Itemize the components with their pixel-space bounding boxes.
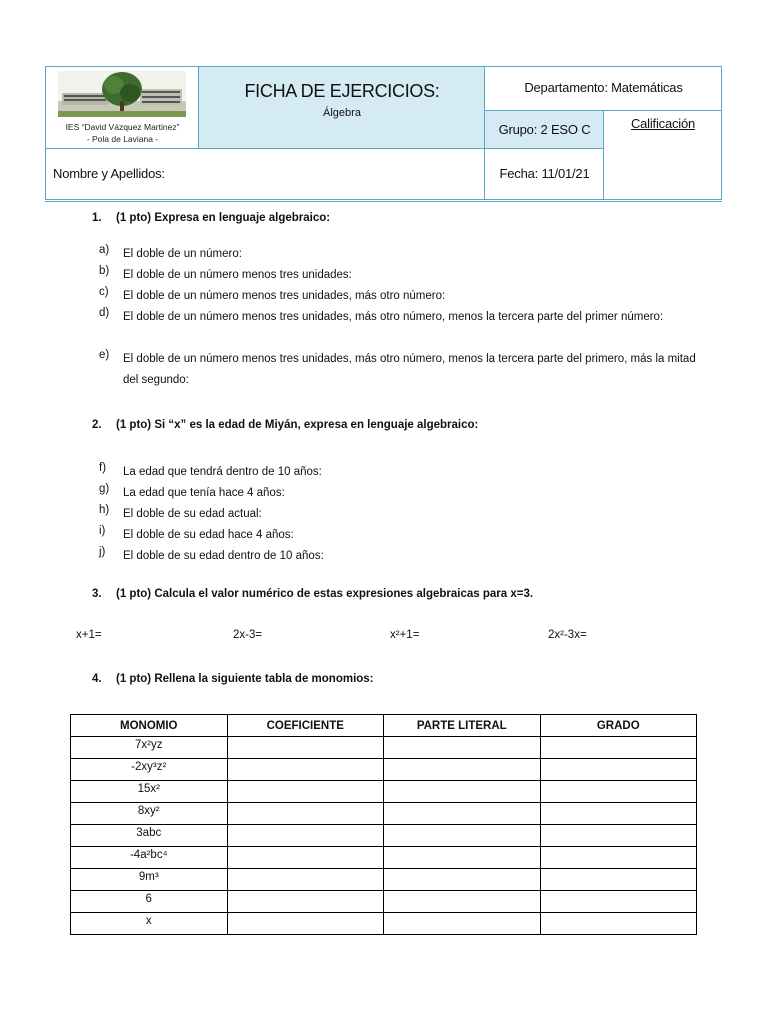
item-label: h) (99, 504, 110, 516)
monomial-cell: 6 (71, 891, 228, 913)
item-text: El doble de su edad actual: (123, 508, 262, 520)
expression: x+1= (76, 629, 102, 641)
item-text: El doble de un número menos tres unidades, más otro número, menos la tercera parte del primero, más la mitad del segundo: (123, 353, 696, 386)
item-label: f) (99, 462, 107, 474)
coefficient-cell[interactable] (227, 825, 384, 847)
item-text: El doble de un número menos tres unidades, más otro número: (123, 290, 446, 302)
school-logo (58, 71, 186, 117)
item-label: b) (99, 265, 110, 277)
column-header: PARTE LITERAL (384, 715, 541, 737)
question-number: 4. (92, 673, 102, 685)
grade-label: Calificación (630, 116, 696, 131)
school-location: - Pola de Laviana - (86, 134, 159, 144)
monomial-cell: -2xy³z² (71, 759, 228, 781)
coefficient-cell[interactable] (227, 803, 384, 825)
question-text: (1 pto) Calcula el valor numérico de estas expresiones algebraicas para x=3. (116, 588, 534, 600)
column-header: MONOMIO (71, 715, 228, 737)
table-row (71, 891, 697, 913)
monomial-cell: -4a²bc⁴ (71, 847, 228, 869)
table-row (71, 803, 697, 825)
header-box (45, 66, 722, 200)
school-name: IES “David Vázquez Martinez” (65, 122, 180, 132)
literal-part-cell[interactable] (384, 759, 541, 781)
item-text: El doble de un número menos tres unidades, más otro número, menos la tercera parte del primer número: (123, 311, 664, 323)
logo-cell (46, 67, 199, 148)
degree-cell[interactable] (540, 847, 697, 869)
expression: 2x-3= (233, 629, 263, 641)
group-label: Grupo: 2 ESO C (498, 122, 591, 137)
name-cell (46, 148, 485, 200)
monomial-cell: 9m³ (71, 869, 228, 891)
degree-cell[interactable] (540, 869, 697, 891)
question-number: 2. (92, 419, 102, 431)
department-label: Departamento: Matemáticas (524, 80, 683, 95)
item-text: El doble de su edad hace 4 años: (123, 529, 294, 541)
item-label: a) (99, 244, 110, 256)
question-1 (92, 212, 330, 224)
coefficient-cell[interactable] (227, 847, 384, 869)
question-4 (92, 673, 374, 685)
item-text: El doble de un número menos tres unidades: (123, 269, 352, 281)
question-text: (1 pto) Rellena la siguiente tabla de monomios: (116, 673, 374, 685)
table-row (71, 847, 697, 869)
column-header: COEFICIENTE (227, 715, 384, 737)
table-row (71, 737, 697, 759)
literal-part-cell[interactable] (384, 869, 541, 891)
degree-cell[interactable] (540, 781, 697, 803)
degree-cell[interactable] (540, 825, 697, 847)
item-label: g) (99, 483, 110, 495)
grade-cell (604, 111, 722, 200)
degree-cell[interactable] (540, 803, 697, 825)
department-cell (485, 67, 722, 111)
date-cell (485, 148, 604, 200)
item-label: j) (99, 546, 106, 558)
question-number: 1. (92, 212, 102, 224)
degree-cell[interactable] (540, 913, 697, 935)
monomials-table (70, 714, 697, 935)
monomial-cell: 8xy² (71, 803, 228, 825)
item-text: La edad que tenía hace 4 años: (123, 487, 285, 499)
question-3 (92, 588, 533, 600)
expression: x²+1= (390, 629, 420, 641)
table-row (71, 869, 697, 891)
question-2 (92, 419, 478, 431)
literal-part-cell[interactable] (384, 781, 541, 803)
date-label: Fecha: 11/01/21 (499, 166, 590, 181)
literal-part-cell[interactable] (384, 803, 541, 825)
coefficient-cell[interactable] (227, 759, 384, 781)
coefficient-cell[interactable] (227, 781, 384, 803)
item-text: La edad que tendrá dentro de 10 años: (123, 466, 322, 478)
name-label: Nombre y Apellidos: (53, 166, 165, 181)
title-cell (199, 67, 485, 148)
item-label: c) (99, 286, 109, 298)
literal-part-cell[interactable] (384, 891, 541, 913)
literal-part-cell[interactable] (384, 737, 541, 759)
monomial-cell: x (71, 913, 228, 935)
monomial-cell: 15x² (71, 781, 228, 803)
question-number: 3. (92, 588, 102, 600)
question-text: (1 pto) Si “x” es la edad de Miyán, expresa en lenguaje algebraico: (116, 419, 479, 431)
item-text: El doble de su edad dentro de 10 años: (123, 550, 324, 562)
table-row (71, 781, 697, 803)
question-text: (1 pto) Expresa en lenguaje algebraico: (116, 212, 331, 224)
literal-part-cell[interactable] (384, 825, 541, 847)
item-text: El doble de un número: (123, 248, 242, 260)
group-cell (485, 111, 604, 148)
item-label: e) (99, 349, 110, 361)
item-label: i) (99, 525, 106, 537)
coefficient-cell[interactable] (227, 737, 384, 759)
coefficient-cell[interactable] (227, 869, 384, 891)
degree-cell[interactable] (540, 891, 697, 913)
column-header: GRADO (540, 715, 697, 737)
expression: 2x²-3x= (548, 629, 587, 641)
coefficient-cell[interactable] (227, 913, 384, 935)
table-row (71, 759, 697, 781)
literal-part-cell[interactable] (384, 913, 541, 935)
monomial-cell: 3abc (71, 825, 228, 847)
table-header-row (71, 715, 697, 737)
degree-cell[interactable] (540, 737, 697, 759)
literal-part-cell[interactable] (384, 847, 541, 869)
page-title: FICHA DE EJERCICIOS: (244, 81, 440, 101)
page-subtitle: Álgebra (323, 107, 361, 119)
table-row (71, 913, 697, 935)
item-label: d) (99, 307, 110, 319)
coefficient-cell[interactable] (227, 891, 384, 913)
header-divider (45, 201, 722, 202)
table-row (71, 825, 697, 847)
degree-cell[interactable] (540, 759, 697, 781)
monomial-cell: 7x²yz (71, 737, 228, 759)
